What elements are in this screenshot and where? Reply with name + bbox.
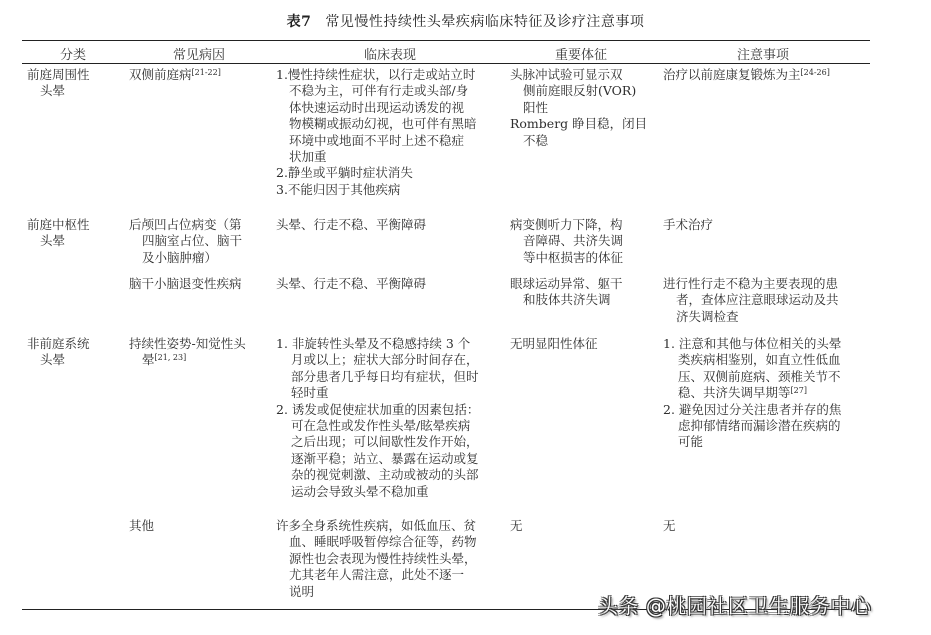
header-clinical: 临床表现 [363,48,416,63]
table-row-4-clinical: 1. 非旋转性头晕及不稳感持续 3 个 月或以上；症状大部分时间存在， 部分患者几乎每日均有症状，但时 轻时重 2. 诱发或促使症状加重的因素包括： 可在急性或发作性头晕/眩晕疾病 之后出现；可以间歇性发作开始， 逐渐平稳；站立、暴露在运动或复 杂的视觉刺激、主动或被动的头部 运动会导致头晕不稳加重 [276,336,480,499]
table-row-5-signs: 无 [510,518,523,533]
watermark: 头条 @桃园社区卫生服务中心 [598,594,872,618]
header-category: 分类 [59,48,86,63]
citation: [21-22] [191,68,221,77]
citation: [24-26] [800,68,830,77]
table-row-1-signs: 头脉冲试验可显示双 侧前庭眼反射(VOR) 阳性 Romberg 睁目稳，闭目 不稳 [510,67,648,148]
table-row-1-notes: 治疗以前庭康复锻炼为主[24-26] [663,67,830,82]
table-row-4-cause: 持续性姿势-知觉性头 晕[21, 23] [129,336,246,368]
table-row-5-clinical: 许多全身系统性疾病，如低血压、贫 血、睡眠呼吸暂停综合征等，药物 源性也会表现为慢性持续性头晕， 尤其老年人需注意，此处不逐一 说明 [276,518,477,599]
table-row-5-cause: 其他 [129,518,155,533]
table-row-3-notes: 进行性行走不稳为主要表现的患 者，查体应注意眼球运动及共 济失调检查 [663,276,839,324]
table-row-1-cause: 双侧前庭病[21-22] [129,67,221,82]
header-notes: 注意事项 [736,48,789,63]
table-caption: 常见慢性持续性头晕疾病临床特征及诊疗注意事项 [325,14,645,30]
table-row-2-signs: 病变侧听力下降，构 音障碍、共济失调 等中枢损害的体征 [510,217,624,265]
table-row-4-category: 非前庭系统 头晕 [27,336,90,368]
header-signs: 重要体征 [554,48,607,63]
table-row-5-notes: 无 [663,518,676,533]
table-title [0,11,931,31]
table-row-2-category: 前庭中枢性 头晕 [27,217,90,249]
table-row-2-cause: 后颅凹占位病变（第 四脑室占位、脑干 及小脑肿瘤） [129,217,243,265]
table-row-1-clinical: 1.慢性持续性症状，以行走或站立时 不稳为主，可伴有行走或头部/身 体快速运动时出现运动诱发的视 物模糊或振动幻视，也可伴有黑暗 环境中或地面不平时上述不稳症 状加重 2.静坐或平躺时症状消失 3.不能归因于其他疾病 [276,67,477,197]
table-row-2-notes: 手术治疗 [663,217,714,232]
citation: [21, 23] [154,353,187,363]
table-row-2-clinical: 头晕、行走不稳、平衡障碍 [276,217,427,232]
table-top-rule [22,40,870,41]
citation: [27] [790,386,807,396]
table-row-4-signs: 无明显阳性体征 [510,336,598,351]
table-header-rule [22,63,870,64]
table-label: 表7 [286,14,312,30]
table-row-1-category: 前庭周围性 头晕 [27,67,90,99]
table-row-3-signs: 眼球运动异常、躯干 和肢体共济失调 [510,276,623,308]
table-row-3-cause: 脑干小脑退变性疾病 [129,276,242,291]
table-row-4-notes: 1. 注意和其他与体位相关的头晕 类疾病相鉴别，如直立性低血 压、双侧前庭病、颈椎关节不 稳、共济失调早期等[27] 2. 避免因过分关注患者并存的焦 虑抑郁情绪而漏诊潜在疾病的 可能 [663,336,842,450]
table-row-3-clinical: 头晕、行走不稳、平衡障碍 [276,276,427,291]
header-cause: 常见病因 [172,48,225,63]
